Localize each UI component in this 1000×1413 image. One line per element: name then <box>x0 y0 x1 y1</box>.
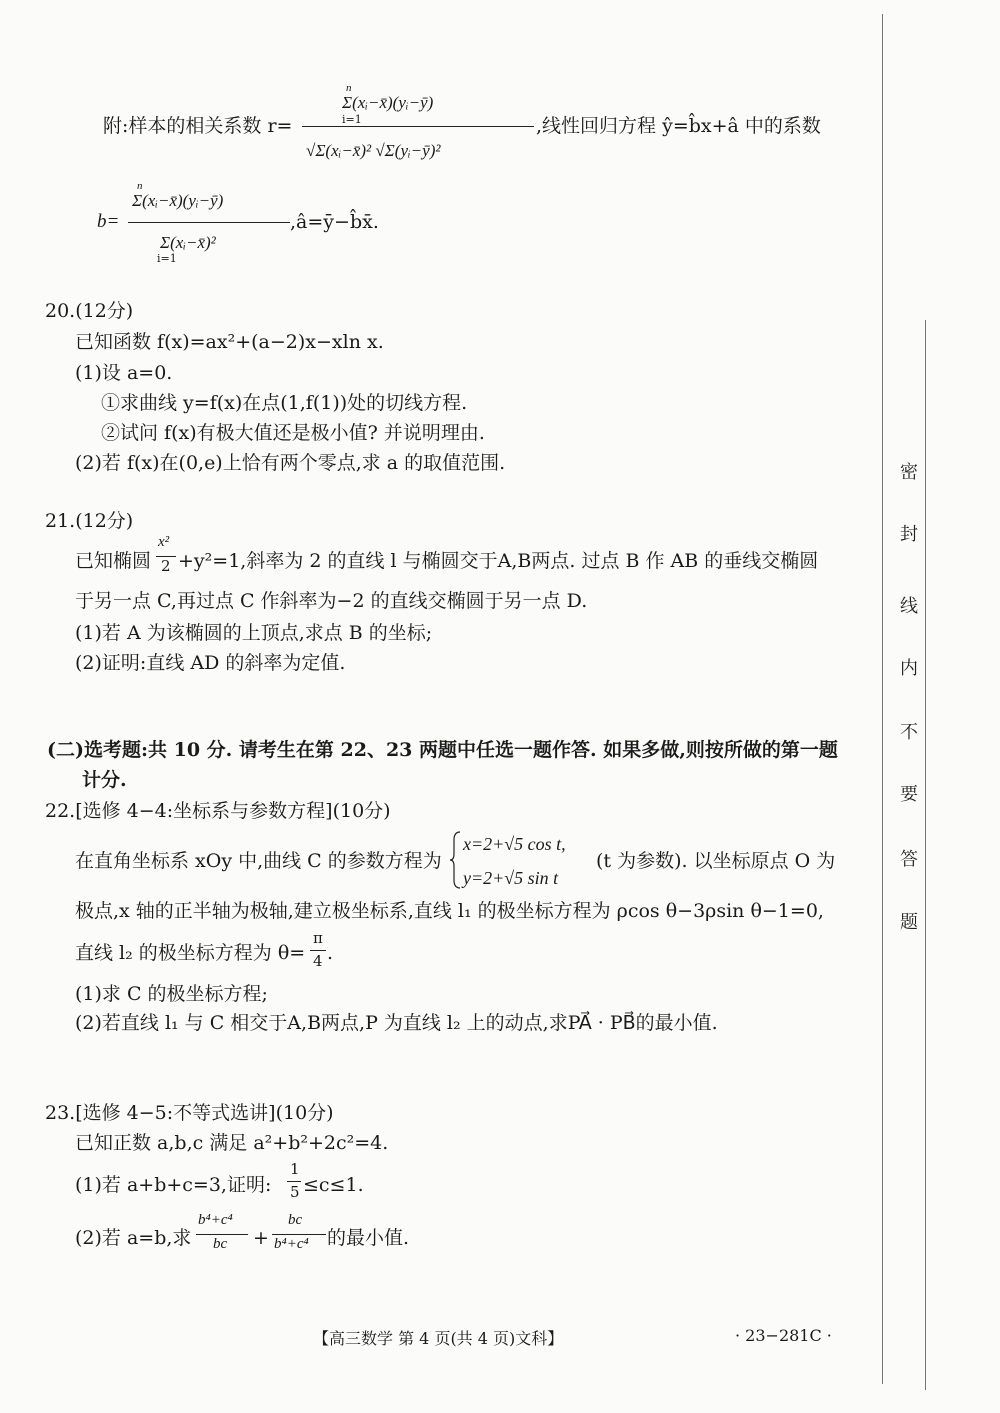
q23-heading: 23.[选修 4−5:不等式选讲](10分) <box>45 1102 334 1124</box>
footer-label: 【高三数学 第 4 页(共 4 页)文科】 <box>313 1329 564 1348</box>
q22-part1: (1)求 C 的极坐标方程; <box>75 983 268 1005</box>
q20-part1: (1)设 a=0. <box>75 362 173 384</box>
q22-eq2: y=2+√5 sin t <box>463 868 559 888</box>
q22-pi-den: 4 <box>313 952 323 970</box>
b-fraction-bar <box>128 222 290 223</box>
b-lead: b= <box>97 211 120 232</box>
b-numerator: Σ(xᵢ−x̄)(yᵢ−ȳ) <box>132 191 224 210</box>
q21-part1: (1)若 A 为该椭圆的上顶点,求点 B 的坐标; <box>75 622 433 644</box>
q23-part2-a: (2)若 a=b,求 <box>75 1227 192 1249</box>
seal-char: 密 <box>900 462 918 483</box>
q22-brace <box>450 830 462 890</box>
q21-part2: (2)证明:直线 AD 的斜率为定值. <box>75 652 346 674</box>
q23-part2-b: 的最小值. <box>327 1227 410 1249</box>
q20-heading: 20.(12分) <box>45 300 134 322</box>
q20-part2: (2)若 f(x)在(0,e)上恰有两个零点,求 a 的取值范围. <box>75 452 506 474</box>
footer-code: · 23−281C · <box>735 1326 832 1345</box>
r-denominator: √Σ(xᵢ−x̄)² √Σ(yᵢ−ȳ)² <box>306 141 441 160</box>
q21-frac-den: 2 <box>161 557 171 575</box>
q21-stem-a: 已知椭圆 <box>75 550 152 572</box>
section-2-line1: (二)选考题:共 10 分. 请考生在第 22、23 两题中任选一题作答. 如果多做,则按所做的第一题 <box>47 739 838 761</box>
binding-line-outer <box>882 14 883 1384</box>
q21-heading: 21.(12分) <box>45 510 134 532</box>
seal-char: 不 <box>900 722 918 743</box>
q23-f1-bar <box>196 1234 248 1235</box>
b-denominator: Σ(xᵢ−x̄)² <box>160 233 216 252</box>
q23-f1-den: bc <box>213 1236 228 1252</box>
q21-stem-c: 于另一点 C,再过点 C 作斜率为−2 的直线交椭圆于另一点 D. <box>75 590 588 612</box>
q22-line3-b: . <box>327 942 334 964</box>
seal-char: 题 <box>900 912 918 933</box>
section-2-line2: 计分. <box>82 769 127 791</box>
q23-stem: 已知正数 a,b,c 满足 a²+b²+2c²=4. <box>75 1132 389 1154</box>
appendix-lead: 附:样本的相关系数 r= <box>103 115 293 137</box>
q23-f2-den: b⁴+c⁴ <box>274 1236 309 1252</box>
q22-heading: 22.[选修 4−4:坐标系与参数方程](10分) <box>45 800 391 822</box>
seal-char: 线 <box>900 596 918 617</box>
q23-p1-bar <box>287 1181 301 1182</box>
sum-lower: i=1 <box>157 252 177 265</box>
q23-part1-a: (1)若 a+b+c=3,证明: <box>75 1174 272 1196</box>
q22-pi-num: π <box>313 929 323 947</box>
q22-stem-a: 在直角坐标系 xOy 中,曲线 C 的参数方程为 <box>75 850 442 872</box>
q23-plus: + <box>253 1227 269 1249</box>
sum-upper: n <box>346 82 352 94</box>
q23-f2-num: bc <box>288 1212 303 1228</box>
q21-stem-b: +y²=1,斜率为 2 的直线 l 与椭圆交于A,B两点. 过点 B 作 AB 的垂线交椭圆 <box>178 550 819 572</box>
q23-part1-b: ≤c≤1. <box>303 1174 364 1196</box>
regression-text: ,线性回归方程 ŷ=b̂x+â 中的系数 <box>536 115 821 137</box>
a-formula: ,â=ȳ−b̂x̄. <box>290 211 379 233</box>
q20-part1-2: ②试问 f(x)有极大值还是极小值? 并说明理由. <box>101 422 485 444</box>
sum-upper: n <box>137 180 143 192</box>
q22-stem-b: (t 为参数). 以坐标原点 O 为 <box>596 850 836 872</box>
seal-char: 答 <box>900 849 918 870</box>
r-numerator: Σ(xᵢ−x̄)(yᵢ−ȳ) <box>342 93 434 112</box>
q20-part1-1: ①求曲线 y=f(x)在点(1,f(1))处的切线方程. <box>101 392 468 414</box>
q23-p1-num: 1 <box>290 1160 300 1178</box>
q23-f2-bar <box>272 1234 326 1235</box>
q22-part2: (2)若直线 l₁ 与 C 相交于A,B两点,P 为直线 l₂ 上的动点,求PA⃗ · PB⃗的最小值. <box>75 1012 718 1034</box>
seal-char: 要 <box>900 784 918 805</box>
seal-char: 内 <box>900 658 918 679</box>
q21-frac-num: x² <box>158 534 170 550</box>
q22-pi-bar <box>310 950 326 951</box>
q20-stem: 已知函数 f(x)=ax²+(a−2)x−xln x. <box>75 331 384 353</box>
q22-eq1: x=2+√5 cos t, <box>463 834 566 854</box>
q23-p1-den: 5 <box>290 1183 300 1201</box>
binding-line-inner <box>925 320 926 1390</box>
q22-line3-a: 直线 l₂ 的极坐标方程为 θ= <box>75 942 306 964</box>
q23-f1-num: b⁴+c⁴ <box>198 1212 233 1228</box>
sum-lower: i=1 <box>342 113 362 126</box>
q22-line2: 极点,x 轴的正半轴为极轴,建立极坐标系,直线 l₁ 的极坐标方程为 ρcos θ−3ρsin θ−1=0, <box>75 900 824 922</box>
seal-char: 封 <box>900 524 918 545</box>
r-fraction-bar <box>302 126 534 127</box>
